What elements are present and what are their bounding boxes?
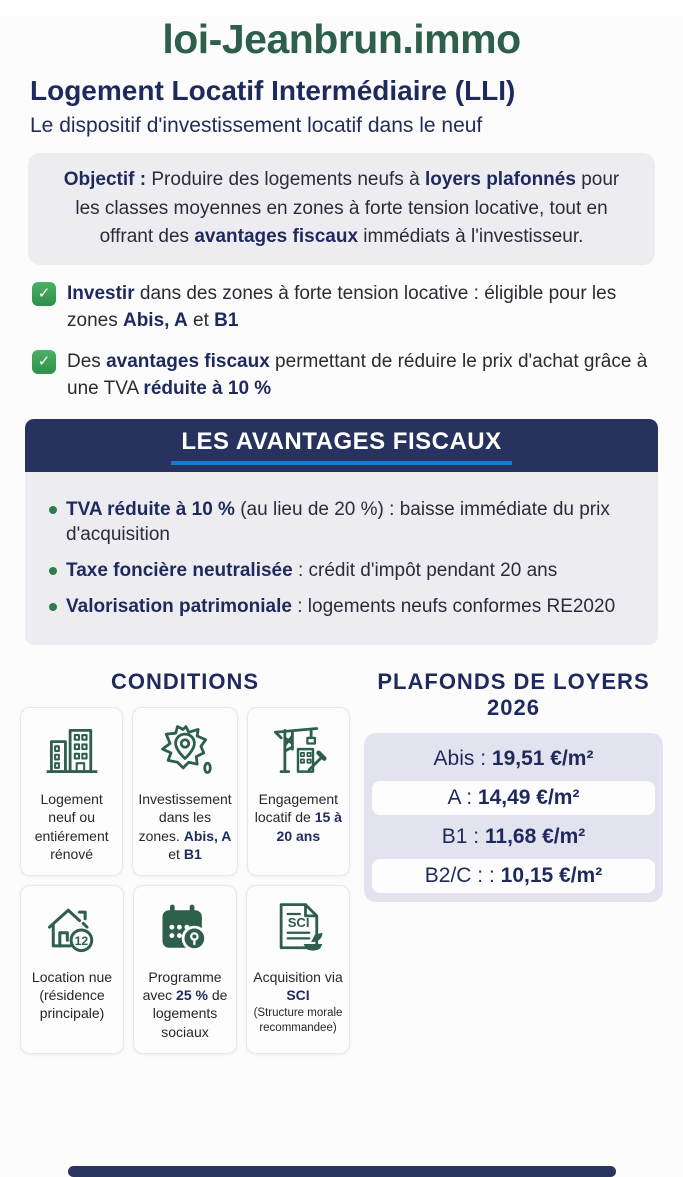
plafonds-column bbox=[364, 669, 663, 1054]
plafonds-heading: PLAFONDS DE LOYERS 2026 bbox=[377, 669, 650, 721]
svg-text:12: 12 bbox=[74, 933, 89, 948]
building-icon bbox=[42, 718, 102, 784]
plafonds-panel bbox=[364, 733, 663, 902]
condition-card-logement-neuf bbox=[20, 707, 123, 876]
condition-card-caption: Acquisition via SCI bbox=[253, 969, 343, 1004]
condition-card-location-nue bbox=[20, 885, 124, 1054]
condition-card-programme bbox=[133, 885, 237, 1054]
condition-card-caption: Logement neuf ou entiérement rénové bbox=[34, 791, 109, 862]
construction-crane-icon bbox=[268, 718, 328, 784]
check-item-text: Des avantages fiscaux permettant de réduire le prix d'achat grâce à une TVA réduite à 10 % bbox=[67, 350, 648, 400]
bottom-columns bbox=[20, 669, 663, 1054]
plafond-zone-label: B2/C : : bbox=[424, 864, 501, 888]
fiscal-item: TVA réduite à 10 % (au lieu de 20 %) : baisse immédiate du prix d'acquisition bbox=[49, 497, 634, 548]
fiscal-item: Taxe foncière neutralisée : crédit d'impôt pendant 20 ans bbox=[49, 558, 634, 584]
condition-card-caption: Investissement dans les zones. Abis, A et B1 bbox=[138, 791, 232, 862]
plafond-zone-label: B1 : bbox=[441, 825, 485, 849]
check-item bbox=[32, 348, 651, 403]
page-subtitle: Le dispositif d'investissement locatif dans le neuf bbox=[30, 114, 483, 137]
brand-title: loi-Jeanbrun.immo bbox=[162, 16, 521, 62]
condition-card-caption: Engagement locatif de 15 à 20 ans bbox=[254, 791, 342, 844]
page-title: Logement Locatif Intermédiaire (LLI) bbox=[30, 75, 516, 106]
fiscal-section-body bbox=[25, 472, 658, 646]
objective-box bbox=[28, 153, 655, 265]
plafond-row-b1 bbox=[372, 820, 655, 854]
conditions-cards-row-2 bbox=[20, 885, 350, 1054]
condition-card-subcaption: (Structure morale recommandee) bbox=[253, 1007, 343, 1034]
condition-card-engagement bbox=[247, 707, 350, 876]
calendar-quota-icon bbox=[155, 896, 215, 962]
house-12-months-icon bbox=[42, 896, 102, 962]
checkmark-icon: ✓ bbox=[32, 350, 56, 374]
condition-card-caption: Programme avec 25 % de logements sociaux bbox=[142, 969, 228, 1040]
svg-text:SCI: SCI bbox=[287, 915, 310, 931]
sci-document-icon bbox=[268, 896, 328, 962]
condition-card-zones bbox=[132, 707, 237, 876]
check-item-text: Investir dans des zones à forte tension locative : éligible pour les zones Abis, A et B1 bbox=[67, 282, 617, 332]
plafond-row-b2c bbox=[372, 859, 655, 893]
condition-card-caption: Location nue (résidence principale) bbox=[31, 969, 113, 1022]
conditions-cards-row-1 bbox=[20, 707, 350, 876]
plafond-row-a bbox=[372, 781, 655, 815]
check-item bbox=[32, 280, 651, 335]
plafond-zone-label: A : bbox=[447, 786, 478, 810]
checkmark-icon: ✓ bbox=[32, 282, 56, 306]
condition-card-sci bbox=[246, 885, 350, 1054]
plafond-zone-label: Abis : bbox=[433, 747, 492, 771]
conditions-column bbox=[20, 669, 350, 1054]
objective-text: Objectif : Produire des logements neufs à loyers plafonnés pour les classes moyennes en zones à forte tension locative, tout en offrant des avantages fiscaux immédiats à l'investisseur. bbox=[63, 169, 620, 247]
fiscal-section-header bbox=[25, 419, 658, 472]
france-map-pin-icon bbox=[155, 718, 215, 784]
checklist bbox=[32, 280, 651, 403]
plafond-value: 10,15 €/m² bbox=[500, 864, 603, 888]
fiscal-item: Valorisation patrimoniale : logements neufs conformes RE2020 bbox=[49, 594, 634, 620]
conditions-heading: CONDITIONS bbox=[110, 669, 260, 695]
footer-divider-bar bbox=[68, 1166, 616, 1177]
plafond-row-abis bbox=[372, 742, 655, 776]
plafond-value: 14,49 €/m² bbox=[477, 786, 580, 810]
fiscal-advantages-section bbox=[25, 419, 658, 646]
fiscal-section-title: LES AVANTAGES FISCAUX bbox=[171, 428, 511, 465]
plafond-value: 19,51 €/m² bbox=[491, 747, 594, 771]
plafond-value: 11,68 €/m² bbox=[484, 825, 586, 849]
